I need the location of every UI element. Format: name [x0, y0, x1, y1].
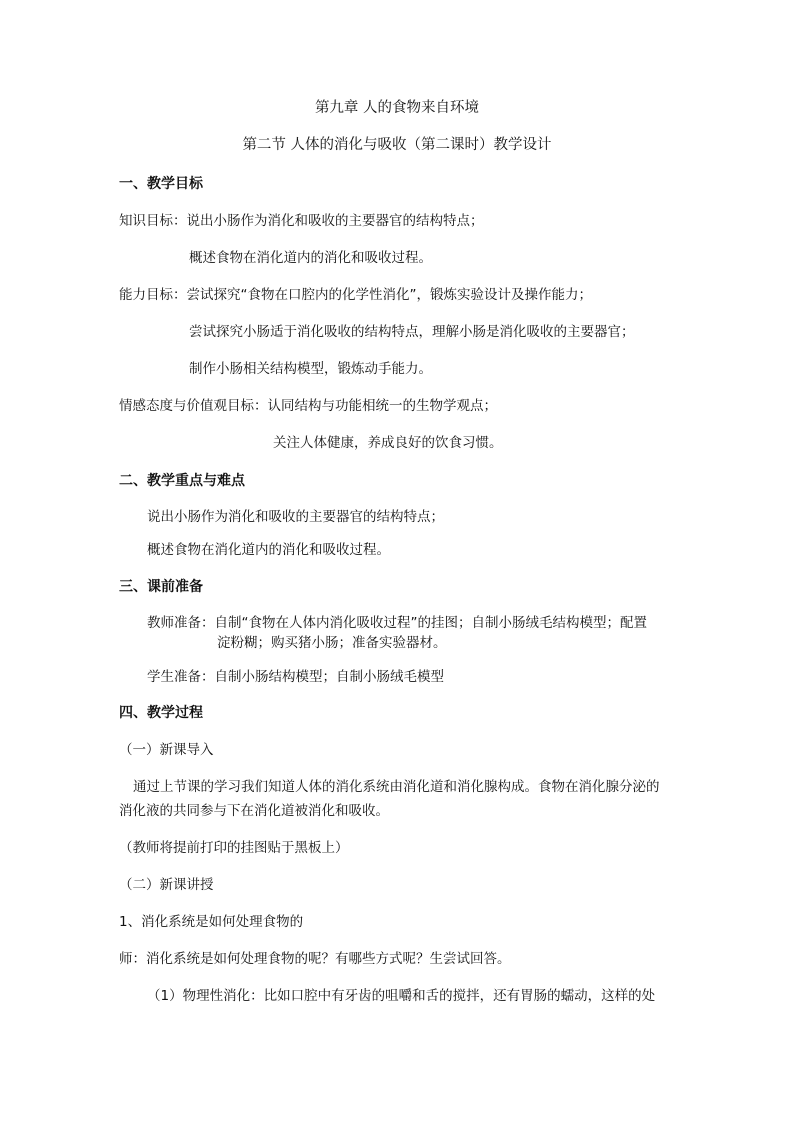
ability-objective-line-2: 尝试探究小肠适于消化吸收的结构特点，理解小肠是消化吸收的主要器官； [189, 324, 635, 340]
heading-teaching-process: 四、教学过程 [119, 705, 203, 721]
teacher-question: 师：消化系统是如何处理食物的呢？有哪些方式呢？生尝试回答。 [119, 951, 511, 967]
teacher-prep-line-2: 淀粉糊；购买猪小肠；准备实验器材。 [217, 635, 447, 651]
intro-paragraph-line-2: 消化液的共同参与下在消化道被消化和吸收。 [119, 803, 389, 819]
knowledge-objective-line-2: 概述食物在消化道内的消化和吸收过程。 [189, 250, 432, 266]
student-prep-line: 学生准备：自制小肠结构模型；自制小肠绒毛模型 [147, 669, 444, 685]
teacher-prep-line-1: 教师准备：自制“食物在人体内消化吸收过程”的挂图；自制小肠绒毛结构模型；配置 [147, 615, 647, 631]
ability-objective-line-1: 能力目标：尝试探究“食物在口腔内的化学性消化”，锻炼实验设计及操作能力； [119, 287, 592, 303]
item-1-title: 1、消化系统是如何处理食物的 [119, 914, 304, 930]
emotion-objective-line-1: 情感态度与价值观目标：认同结构与功能相统一的生物学观点； [119, 398, 497, 414]
heading-key-points: 二、教学重点与难点 [119, 473, 245, 489]
key-point-line-1: 说出小肠作为消化和吸收的主要器官的结构特点； [147, 509, 444, 525]
key-point-line-2: 概述食物在消化道内的消化和吸收过程。 [147, 542, 390, 558]
teacher-note: （教师将提前打印的挂图贴于黑板上） [119, 840, 349, 856]
emotion-objective-line-2: 关注人体健康，养成良好的饮食习惯。 [273, 435, 503, 451]
intro-paragraph-line-1: 通过上节课的学习我们知道人体的消化系统由消化道和消化腺构成。食物在消化腺分泌的 [133, 779, 660, 795]
knowledge-objective-line-1: 知识目标：说出小肠作为消化和吸收的主要器官的结构特点； [119, 213, 484, 229]
section-title: 第二节 人体的消化与吸收（第二课时）教学设计 [242, 137, 552, 153]
physical-digestion-line: （1）物理性消化：比如口腔中有牙齿的咀嚼和舌的搅拌，还有胃肠的蠕动，这样的处 [147, 988, 656, 1004]
part1-title: （一）新课导入 [119, 742, 214, 758]
part2-title: （二）新课讲授 [119, 877, 214, 893]
heading-preparation: 三、课前准备 [119, 579, 203, 595]
heading-teaching-objectives: 一、教学目标 [119, 176, 203, 192]
chapter-title: 第九章 人的食物来自环境 [314, 100, 480, 116]
ability-objective-line-3: 制作小肠相关结构模型，锻炼动手能力。 [189, 361, 432, 377]
